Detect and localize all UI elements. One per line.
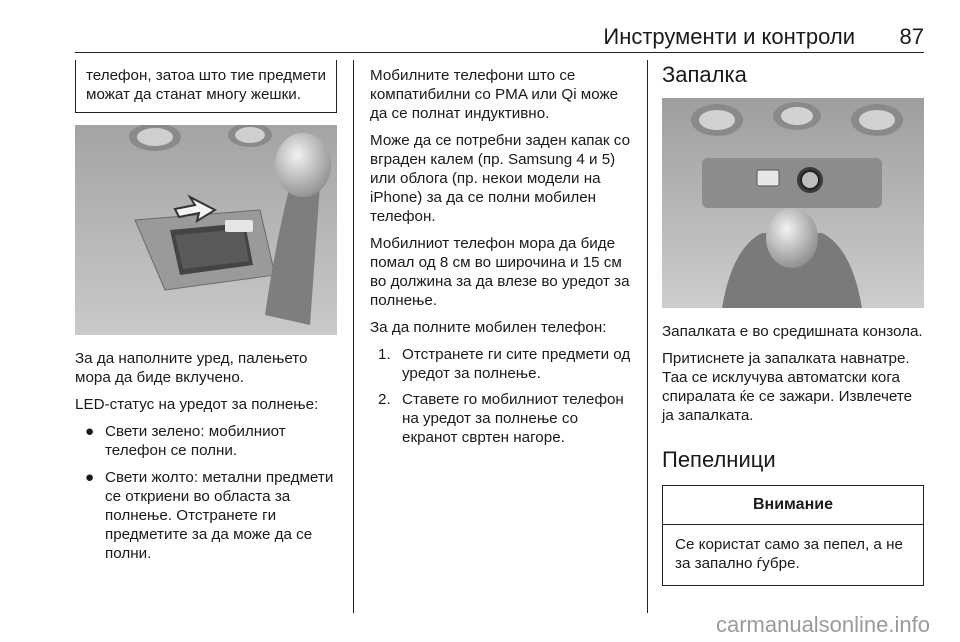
column-3 <box>662 62 924 586</box>
lighter-location: Запалката е во средишната конзола. <box>662 323 923 340</box>
header-title: Инструменти и контроли <box>603 24 855 49</box>
compatibility-paragraph: Мобилните телефони што се компатибилни со PMA или Qi може да се полнат индуктивно. <box>370 67 619 122</box>
continued-note-box: телефон, затоа што тие предмети можат да станат многу жешки. <box>75 60 337 113</box>
lighter-heading: Запалка <box>662 62 747 87</box>
step-text: Отстранете ги сите предмети од уредот за полнење. <box>402 346 631 382</box>
page-number: 87 <box>899 24 924 49</box>
led-status-list <box>75 422 337 563</box>
column-divider-left <box>353 60 354 613</box>
caution-title: Внимание <box>663 486 923 525</box>
column-2 <box>370 66 634 454</box>
column-divider-right <box>647 60 648 613</box>
size-paragraph: Мобилниот телефон мора да биде помал од 8 см во широчина и 15 см во должина за да влезе во уредот за полнење. <box>370 235 630 309</box>
list-item <box>370 390 634 447</box>
watermark: carmanualsonline.info <box>715 612 930 637</box>
step-number: 1. <box>378 346 391 363</box>
caution-text: Се користат само за пепел, а не за запално ѓубре. <box>675 536 903 572</box>
bullet-marker: ● <box>85 423 95 440</box>
list-item <box>75 468 337 563</box>
ignition-note: За да наполните уред, палењето мора да биде вклучено. <box>75 350 308 386</box>
charging-steps <box>370 345 634 447</box>
cover-paragraph: Може да се потребни заден капак со вграден калем (пр. Samsung 4 и 5) или облога (пр. некои модели на iPhone) за да се полни мобилен телефон. <box>370 132 631 225</box>
lighter-instructions: Притиснете ја запалката навнатре. Таа се исклучува автоматски кога спиралата ќе се зажари. Извлечете ја запалката. <box>662 350 913 424</box>
led-status-label: LED-статус на уредот за полнење: <box>75 396 319 413</box>
list-item <box>370 345 634 383</box>
header-rule <box>75 52 924 53</box>
caution-box <box>662 485 924 586</box>
ashtrays-heading: Пепелници <box>662 447 776 472</box>
charging-tray-illustration <box>75 125 337 335</box>
list-item <box>75 422 337 460</box>
bullet-marker: ● <box>85 469 95 486</box>
column-1 <box>75 60 337 571</box>
step-number: 2. <box>378 391 391 408</box>
charging-intro: За да полните мобилен телефон: <box>370 319 607 336</box>
cigarette-lighter-illustration <box>662 98 924 308</box>
step-text: Ставете го мобилниот телефон на уредот за полнење со екранот свртен нагоре. <box>402 391 624 446</box>
list-item-text: Свети жолто: метални предмети се откриени во областа за полнење. Отстранете ги предметите за да може да се полни. <box>105 469 334 562</box>
list-item-text: Свети зелено: мобилниот телефон се полни. <box>105 423 286 459</box>
